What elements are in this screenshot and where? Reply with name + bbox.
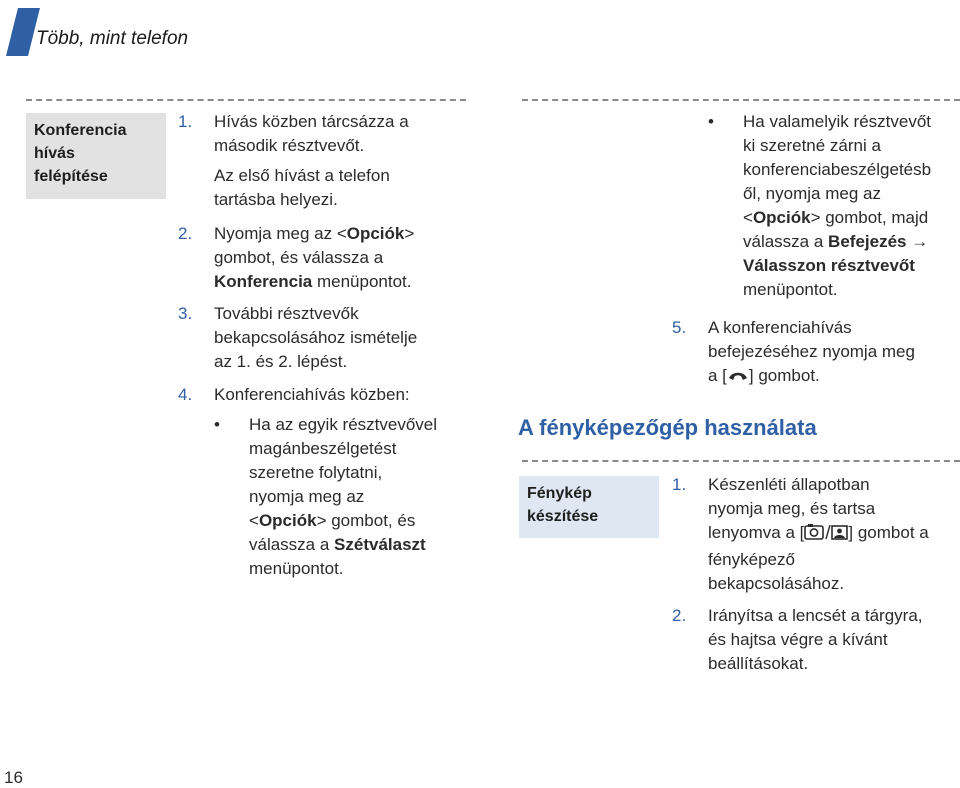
menu-item-conference: Konferencia <box>214 272 313 291</box>
text-line: nyomja meg, és tartsa <box>708 499 876 518</box>
step-text <box>708 316 915 391</box>
text-line: fényképező <box>708 550 795 569</box>
step-number: 1. <box>672 475 687 494</box>
text-line: és hajtsa végre a kívánt <box>708 630 888 649</box>
section-title: A fényképezőgép használata <box>518 415 817 440</box>
text-fragment: > gombot, majd <box>810 208 929 227</box>
end-call-key-icon <box>727 367 749 391</box>
divider-right-top <box>522 99 960 101</box>
menu-key-options: Opciók <box>346 224 405 243</box>
step-text <box>214 302 417 374</box>
text-line <box>708 364 915 391</box>
camera-key-icon <box>804 523 848 548</box>
bullet-text <box>249 413 437 581</box>
step-text <box>708 604 923 676</box>
bullet-mark: • <box>708 112 714 131</box>
step-number: 1. <box>178 112 193 131</box>
step-text <box>708 473 929 596</box>
text-line: konferenciabeszélgetésb <box>743 160 932 179</box>
menu-key-options: Opciók <box>258 511 317 530</box>
step-text <box>214 110 409 158</box>
menu-item-end: Befejezés → <box>828 232 929 251</box>
menu-item-split: Szétválaszt <box>334 535 426 554</box>
text-line: További résztvevők <box>214 304 359 323</box>
step-text: Konferenciahívás közben: <box>214 385 410 404</box>
text-fragment: menüpontot. <box>312 272 412 291</box>
text-line: Készenléti állapotban <box>708 475 870 494</box>
text-line: Az első hívást a telefon <box>214 166 390 185</box>
text-line: befejezéséhez nyomja meg <box>708 342 915 361</box>
text-fragment: ] gombot a <box>848 523 929 542</box>
bullet-text <box>743 110 931 302</box>
text-line: menüpontot. <box>743 280 838 299</box>
text-line: második résztvevőt. <box>214 136 365 155</box>
header-accent-bar <box>6 8 40 56</box>
text-fragment: válassza a <box>249 535 335 554</box>
step-text <box>214 222 414 294</box>
text-line: Ha valamelyik résztvevőt <box>743 112 932 131</box>
text-line: A konferenciahívás <box>708 318 852 337</box>
text-fragment: válassza a <box>743 232 829 251</box>
text-fragment: a [ <box>708 366 727 385</box>
text-fragment: ] gombot. <box>748 366 820 385</box>
text-line: gombot, és válassza a <box>214 248 384 267</box>
text-line: nyomja meg az <box>249 487 365 506</box>
text-line: magánbeszélgetést <box>249 439 397 458</box>
text-line <box>214 222 414 246</box>
topic-box-photo <box>519 476 659 538</box>
text-line: szeretne folytatni, <box>249 463 383 482</box>
text-line: bekapcsolásához ismételje <box>214 328 418 347</box>
text-line: tartásba helyezi. <box>214 190 338 209</box>
text-fragment: < <box>743 208 753 227</box>
text-line: ől, nyomja meg az <box>743 184 881 203</box>
step-number: 3. <box>178 304 193 323</box>
page-number: 16 <box>4 768 23 787</box>
text-line <box>214 270 414 294</box>
text-line <box>249 533 437 557</box>
step-number: 2. <box>178 224 193 243</box>
text-line <box>743 230 931 254</box>
text-line <box>708 521 929 548</box>
step-number: 5. <box>672 318 687 337</box>
divider-right-section <box>522 460 960 462</box>
text-line: Irányítsa a lencsét a tárgyra, <box>708 606 923 625</box>
topic-box-line: Fénykép <box>527 485 592 502</box>
topic-box-line: készítése <box>527 508 599 525</box>
divider-left <box>26 99 466 101</box>
step-number: 2. <box>672 606 687 625</box>
step-note <box>214 164 390 212</box>
menu-item-select-participant: Válasszon résztvevőt <box>743 256 915 275</box>
step-number: 4. <box>178 385 193 404</box>
text-line: Hívás közben tárcsázza a <box>214 112 409 131</box>
topic-box-line: Konferencia <box>34 122 127 139</box>
text-line: Ha az egyik résztvevővel <box>249 415 438 434</box>
text-line: az 1. és 2. lépést. <box>214 352 348 371</box>
bullet-mark: • <box>214 415 220 434</box>
text-line: ki szeretné zárni a <box>743 136 881 155</box>
text-line <box>249 509 437 533</box>
text-fragment: > gombot, és <box>316 511 416 530</box>
text-fragment: Nyomja meg az < <box>214 224 347 243</box>
menu-key-options: Opciók <box>752 208 811 227</box>
text-line: beállításokat. <box>708 654 809 673</box>
topic-box-line: hívás <box>34 145 75 162</box>
topic-box-line: felépítése <box>34 168 108 185</box>
topic-box-conference <box>26 113 166 199</box>
text-line: menüpontot. <box>249 559 344 578</box>
page-header-title: Több, mint telefon <box>36 28 189 49</box>
text-line <box>743 206 931 230</box>
text-fragment: lenyomva a [ <box>708 523 805 542</box>
text-fragment: > <box>404 224 415 243</box>
text-fragment: < <box>249 511 259 530</box>
text-line: bekapcsolásához. <box>708 574 845 593</box>
